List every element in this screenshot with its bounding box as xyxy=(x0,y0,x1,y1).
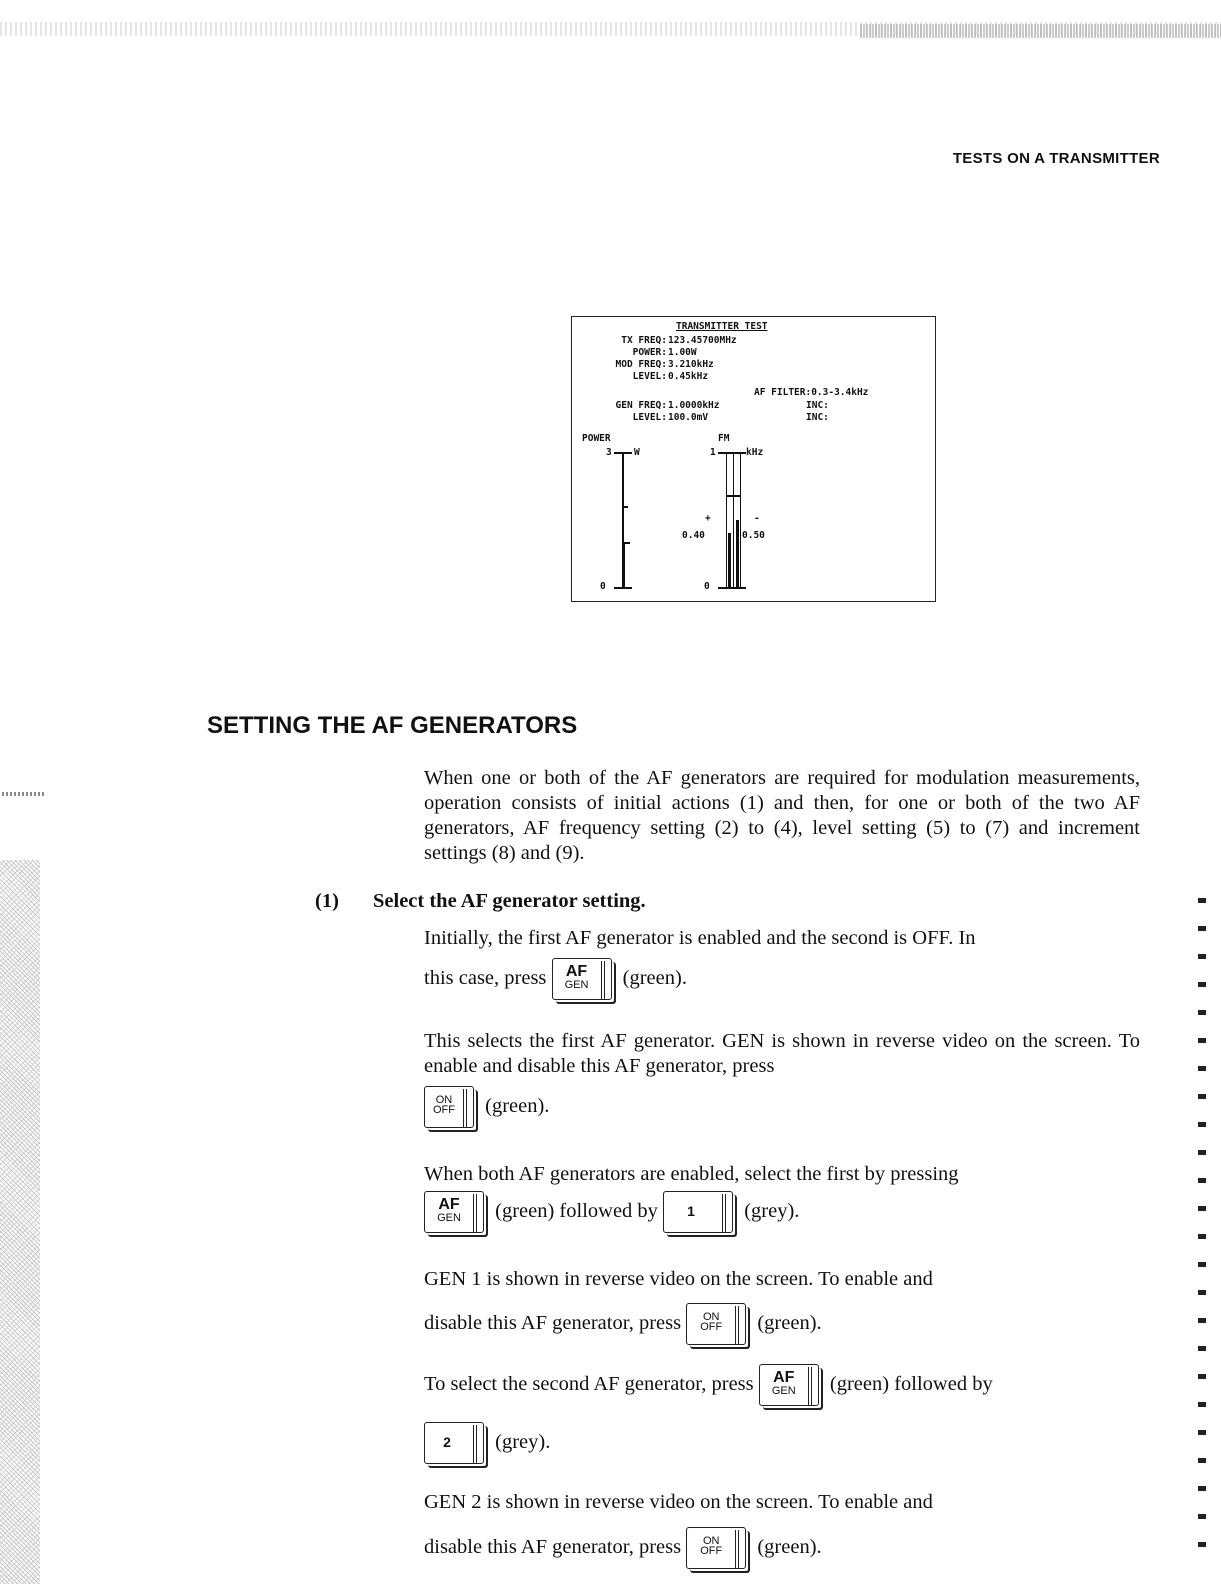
key-label: AF xyxy=(773,1369,795,1387)
scan-noise-top-right xyxy=(860,24,1221,38)
key-label: ON xyxy=(702,1535,720,1548)
power-label: POWER: xyxy=(632,347,667,358)
power-bar-mid-tick xyxy=(622,506,628,508)
tx-freq-value: 123.45700MHz xyxy=(668,335,737,346)
af-gen-key xyxy=(424,1191,484,1233)
step1-para-6 xyxy=(424,1420,1140,1464)
key-label: OFF xyxy=(700,1321,723,1334)
step1-para-4b xyxy=(424,1301,1140,1345)
scan-mark xyxy=(1198,1262,1206,1267)
tx-freq-label: TX FREQ: xyxy=(621,335,667,346)
screen-title: TRANSMITTER TEST xyxy=(676,321,768,332)
fm-bar-mid-tick xyxy=(726,495,741,497)
key-label: GEN xyxy=(437,1212,461,1225)
fm-bar-minus-value: 0.50 xyxy=(742,530,765,541)
text: (green) followed by xyxy=(829,1373,993,1395)
step-title: Select the AF generator setting. xyxy=(373,890,646,912)
fm-bar-max: 1 xyxy=(710,447,716,458)
fm-bar-unit: kHz xyxy=(746,447,764,458)
step1-para-7b xyxy=(424,1525,1140,1569)
step1-para-2b xyxy=(424,1084,1140,1128)
text: To select the second AF generator, press xyxy=(424,1373,754,1395)
key-label: AF xyxy=(438,1196,460,1214)
scan-mark xyxy=(1198,1318,1206,1323)
scan-mark xyxy=(1198,1514,1206,1519)
gen-level-value: 100.0mV xyxy=(668,412,709,423)
text: (green). xyxy=(485,1095,550,1117)
scan-mark xyxy=(1198,1290,1206,1295)
af-gen-key xyxy=(552,958,612,1000)
text: disable this AF generator, press xyxy=(424,1312,682,1334)
scan-mark xyxy=(1198,1122,1206,1127)
section-intro: When one or both of the AF generators are required for modulation measurements, operation consists of initial actions (1) and then, for one or both of the two AF generators, AF frequency setting (2) to (4), level setting (5) to (7) and increment settings (8) and (9). xyxy=(424,767,1140,864)
scan-mark xyxy=(1198,1066,1206,1071)
power-bar-fill xyxy=(622,542,625,587)
running-header: TESTS ON A TRANSMITTER xyxy=(952,150,1160,167)
text: (grey). xyxy=(744,1200,800,1222)
fm-bar-label: FM xyxy=(718,433,730,444)
scan-mark xyxy=(1198,1094,1206,1099)
fm-bar-plus-value: 0.40 xyxy=(682,530,705,541)
mod-freq-value: 3.210kHz xyxy=(668,359,714,370)
step-number: (1) xyxy=(315,890,339,912)
text: (grey). xyxy=(495,1431,551,1453)
key-label: ON xyxy=(435,1094,453,1107)
fm-bar-zero: 0 xyxy=(704,581,710,592)
section-title: SETTING THE AF GENERATORS xyxy=(207,712,578,739)
scan-mark xyxy=(1198,1458,1206,1463)
gen-freq-label: GEN FREQ: xyxy=(615,400,667,411)
on-off-key xyxy=(424,1086,474,1128)
af-filter: AF FILTER:0.3-3.4kHz xyxy=(754,387,869,398)
key-label: GEN xyxy=(771,1385,796,1398)
scan-mark xyxy=(1198,1430,1206,1435)
digit-1-key xyxy=(663,1191,733,1233)
scan-mark xyxy=(1198,1346,1206,1351)
scan-mark xyxy=(1198,898,1206,903)
power-bar-zero: 0 xyxy=(600,581,606,592)
digit-2-key xyxy=(424,1422,484,1464)
level-label: LEVEL: xyxy=(632,371,667,382)
power-bar-label: POWER xyxy=(582,433,611,444)
key-label: AF xyxy=(565,963,588,981)
scan-mark xyxy=(1198,1374,1206,1379)
text: disable this AF generator, press xyxy=(424,1536,682,1558)
step1-para-3b xyxy=(424,1189,1140,1233)
mod-freq-label: MOD FREQ: xyxy=(615,359,667,370)
power-bar-bottom-tick xyxy=(614,587,632,589)
scan-mark xyxy=(1198,1010,1206,1015)
text: (green). xyxy=(757,1312,822,1334)
power-bar-max: 3 xyxy=(606,447,612,458)
step1-para-7a: GEN 2 is shown in reverse video on the screen. To enable and xyxy=(424,1491,933,1513)
text: (green) followed by xyxy=(495,1200,658,1222)
step1-para-1b xyxy=(424,956,1140,1000)
step1-para-2a: This selects the first AF generator. GEN is shown in reverse video on the screen. To enable and disable this AF generator, press xyxy=(424,1030,1140,1077)
power-value: 1.00W xyxy=(668,347,697,358)
step1-para-5 xyxy=(424,1362,1140,1406)
scan-mark xyxy=(1198,926,1206,931)
step-1-heading xyxy=(315,890,646,913)
scan-mark xyxy=(1198,954,1206,959)
scan-mark xyxy=(1198,1402,1206,1407)
scan-mark xyxy=(1198,1542,1206,1547)
on-off-key xyxy=(686,1303,746,1345)
scan-mark-left xyxy=(2,792,46,796)
gen-level-inc: INC: xyxy=(806,412,829,423)
key-label: GEN xyxy=(564,979,589,992)
gen-freq-value: 1.0000kHz xyxy=(668,400,720,411)
scan-mark xyxy=(1198,1178,1206,1183)
key-label: OFF xyxy=(433,1104,455,1117)
scan-marks-right xyxy=(1198,890,1208,1580)
fm-bar-plus: + xyxy=(705,513,711,524)
scan-noise-left xyxy=(0,860,40,1584)
scan-mark xyxy=(1198,1234,1206,1239)
key-label: ON xyxy=(702,1311,720,1324)
step1-para-1a: Initially, the first AF generator is enabled and the second is OFF. In xyxy=(424,927,976,949)
key-label: 1 xyxy=(687,1203,695,1220)
power-bar-unit: W xyxy=(634,447,640,458)
step1-para-3a: When both AF generators are enabled, select the first by pressing xyxy=(424,1163,959,1185)
key-label: OFF xyxy=(700,1545,723,1558)
text: (green). xyxy=(757,1536,822,1558)
text: (green). xyxy=(622,967,687,989)
fm-bar-minus: - xyxy=(754,513,760,524)
key-label: 2 xyxy=(443,1434,451,1451)
on-off-key xyxy=(686,1527,746,1569)
scan-mark xyxy=(1198,1038,1206,1043)
fm-bar-plus-fill xyxy=(728,533,731,587)
scan-mark xyxy=(1198,982,1206,987)
level-value: 0.45kHz xyxy=(668,371,709,382)
transmitter-test-screen xyxy=(571,316,936,602)
af-gen-key xyxy=(759,1364,819,1406)
step1-para-4a: GEN 1 is shown in reverse video on the screen. To enable and xyxy=(424,1268,933,1290)
fm-bar-minus-fill xyxy=(736,520,739,588)
gen-freq-inc: INC: xyxy=(806,400,829,411)
text: this case, press xyxy=(424,967,547,989)
scan-mark xyxy=(1198,1486,1206,1491)
scan-mark xyxy=(1198,1206,1206,1211)
gen-level-label: LEVEL: xyxy=(632,412,667,423)
scan-mark xyxy=(1198,1150,1206,1155)
